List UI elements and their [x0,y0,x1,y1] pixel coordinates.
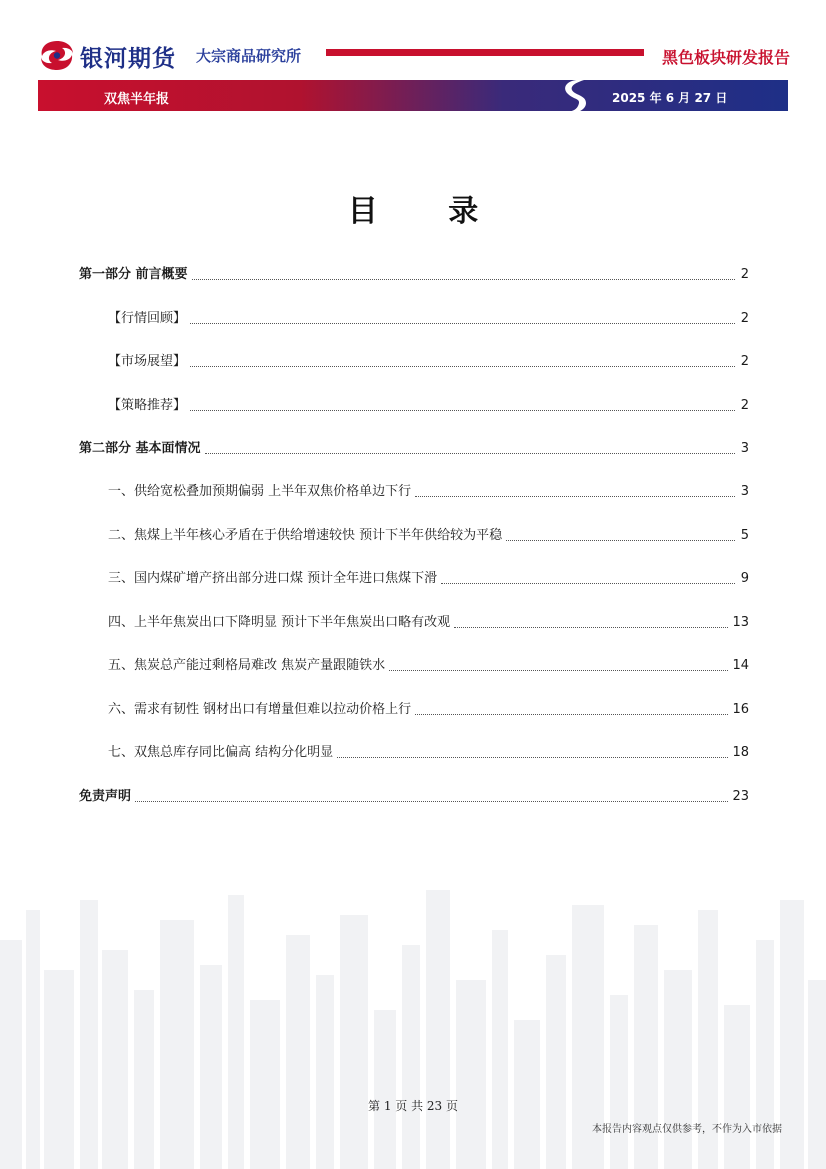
toc-title: 目 录 [347,194,509,229]
dot-leader [205,452,735,454]
toc-entry-label: 第一部分 前言概要 [79,267,188,282]
dot-leader [190,409,735,411]
toc-entry-page: 2 [740,354,749,369]
toc-entry-label: 六、需求有韧性 钢材出口有增量但难以拉动价格上行 [108,702,412,717]
toc-entry[interactable] [108,395,749,415]
toc-entry[interactable] [79,438,749,458]
dot-leader [441,582,735,584]
toc-entry-label: 【行情回顾】 [108,311,187,326]
toc-entry-label: 第二部分 基本面情况 [79,441,201,456]
toc-entry-page: 23 [732,789,749,804]
page-number: 第 1 页 共 23 页 [368,1099,458,1113]
toc-entry-page: 2 [740,267,749,282]
toc-entry-label: 【策略推荐】 [108,398,187,413]
toc-entry-page: 14 [732,658,749,673]
toc-entry-page: 3 [740,441,749,456]
toc-entry-label: 【市场展望】 [108,354,187,369]
dot-leader [415,495,735,497]
dot-leader [454,626,728,628]
report-type: 黑色板块研发报告 [661,48,790,67]
toc-entry[interactable] [108,612,749,632]
toc-entry-label: 七、双焦总库存同比偏高 结构分化明显 [108,745,334,760]
toc-entry[interactable] [108,525,749,545]
toc-entry-label: 二、焦煤上半年核心矛盾在于供给增速较快 预计下半年供给较为平稳 [108,528,503,543]
dot-leader [135,800,728,802]
toc-entry-page: 2 [740,311,749,326]
toc-entry-label: 四、上半年焦炭出口下降明显 预计下半年焦炭出口略有改观 [108,615,451,630]
toc-entry-label: 三、国内煤矿增产挤出部分进口煤 预计全年进口焦煤下滑 [108,571,438,586]
toc-entry-page: 13 [732,615,749,630]
toc-entry-label: 一、供给宽松叠加预期偏弱 上半年双焦价格单边下行 [108,484,412,499]
toc-entry[interactable] [108,655,749,675]
toc-entry[interactable] [108,699,749,719]
dot-leader [190,365,735,367]
toc-entry[interactable] [108,568,749,588]
toc-entry[interactable] [108,742,749,762]
toc-entry-page: 5 [740,528,749,543]
toc-entry-label: 免责声明 [79,789,132,804]
dot-leader [506,539,735,541]
report-name: 双焦半年报 [104,92,170,107]
report-date: 2025 年 6 月 27 日 [612,91,728,105]
report-header [0,0,826,115]
toc-entry[interactable] [79,264,749,284]
dot-leader [415,713,728,715]
header-red-rule [326,49,644,56]
toc-entry[interactable] [108,308,749,328]
brand-name: 银河期货 [80,46,176,72]
toc-entry[interactable] [108,481,749,501]
toc-entry-page: 9 [740,571,749,586]
galaxy-logo-icon [38,38,76,72]
dot-leader [190,322,735,324]
toc-entry-label: 五、焦炭总产能过剩格局难改 焦炭产量跟随铁水 [108,658,386,673]
toc-entry-page: 3 [740,484,749,499]
toc-entry-page: 18 [732,745,749,760]
institute-name: 大宗商品研究所 [196,47,302,65]
toc-entry-page: 16 [732,702,749,717]
dot-leader [337,756,728,758]
dot-leader [389,669,728,671]
footer-disclaimer: 本报告内容观点仅供参考，不作为入市依据 [592,1124,782,1135]
dot-leader [192,278,735,280]
swoosh-icon [556,76,592,116]
toc-entry[interactable] [108,351,749,371]
toc-entry-page: 2 [740,398,749,413]
toc-entry[interactable] [79,786,749,806]
